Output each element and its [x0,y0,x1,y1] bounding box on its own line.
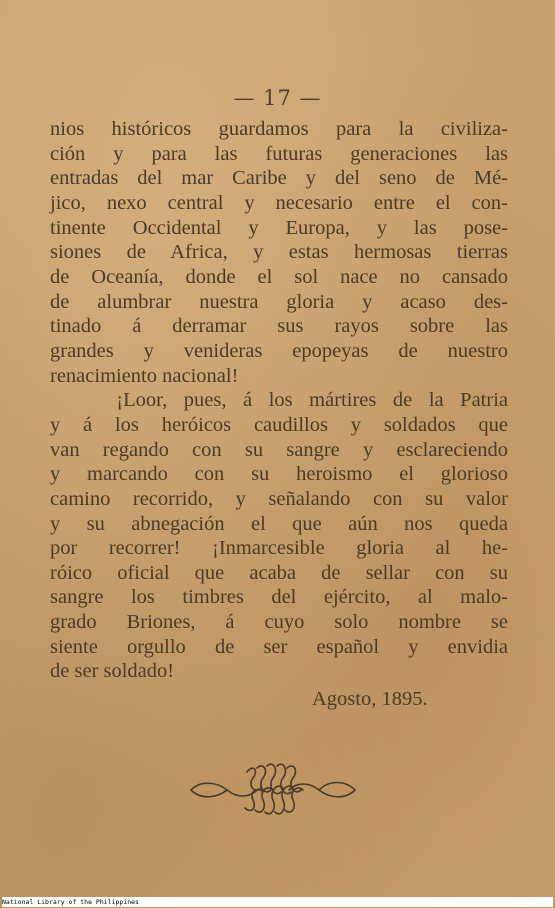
text-line: por recorrer! ¡Inmarcesible gloria al he- [50,537,508,560]
text-line: de Oceanía, donde el sol nace no cansado [50,265,508,288]
page-number: — 17 — [233,86,322,110]
text-line: entradas del mar Caribe y del seno de Mé- [50,167,508,190]
text-line: y marcando con su heroismo el glorioso [50,463,508,486]
text-line: róico oficial que acaba de sellar con su [50,561,508,584]
text-line: van regando con su sangre y esclareciendo [50,438,508,461]
body-text [50,117,508,684]
text-line: tinente Occidental y Europa, y las pose- [50,216,508,239]
text-line: siente orgullo de ser español y envidia [50,635,508,658]
text-line: sangre los timbres del ejército, al malo- [50,586,508,609]
text-line: y su abnegación el que aún nos queda [50,512,508,535]
text-line: de ser soldado! [50,660,175,683]
text-line: siones de Africa, y estas hermosas tierras [50,241,508,264]
flourish-ornament-icon [187,758,359,820]
text-line: renacimiento nacional! [50,364,239,387]
text-line: camino recorrido, y señalando con su valor [50,487,508,510]
text-line: grandes y venideras epopeyas de nuestro [50,339,508,362]
text-line: de alumbrar nuestra gloria y acaso des- [50,290,508,313]
text-line: grado Briones, á cuyo solo nombre se [50,611,508,634]
text-line: jico, nexo central y necesario entre el con- [50,191,508,214]
text-line: y á los heróicos caudillos y soldados que [50,413,508,436]
text-line: ción y para las futuras generaciones las [50,142,508,165]
text-line: ¡Loor, pues, á los mártires de la Patria [50,389,508,412]
date-line: Agosto, 1895. [312,688,428,710]
text-line: tinado á derramar sus rayos sobre las [50,315,508,338]
library-credit: National Library of the Philippines [2,897,553,907]
text-line: nios históricos guardamos para la civiliza- [50,118,508,140]
